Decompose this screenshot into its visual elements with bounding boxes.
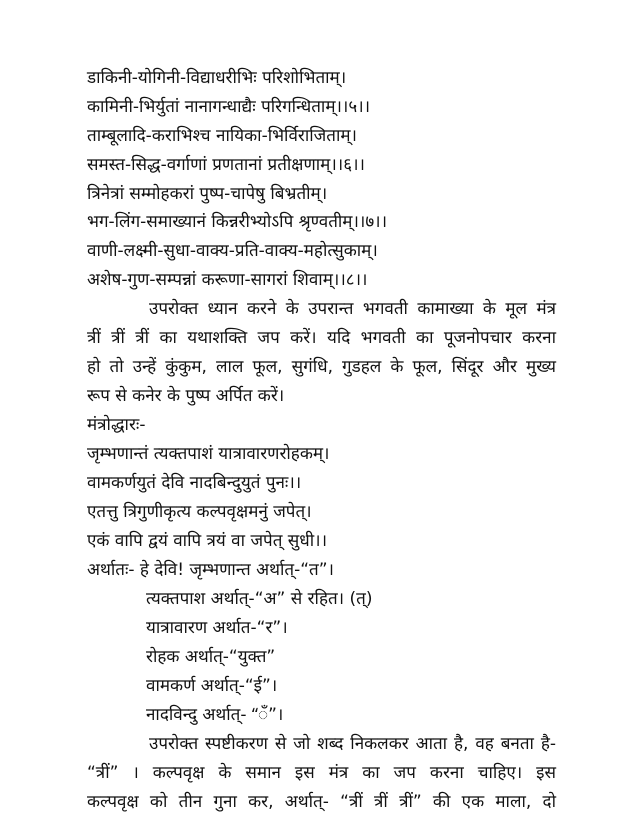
paragraph-line: हो तो उन्हें कुंकुम, लाल फूल, सुगंधि, गुडहल के फूल, सिंदूर और मुख्य [87, 357, 556, 377]
verse-line: अशेष-गुण-सम्पन्नां करूणा-सागरां शिवाम्।।८।। [87, 270, 368, 290]
verse-line: ताम्बूलादि-कराभिश्च नायिका-भिर्विराजिताम्। [87, 126, 357, 146]
explanation-subline: त्यक्तपाश अर्थात्-“अ” से रहित। (त्) [146, 589, 373, 609]
verse-line: त्रिनेत्रां सम्मोहकरां पुष्प-चापेषु बिभ्रतीम्। [87, 184, 328, 204]
verse-line: एतत्तु त्रिगुणीकृत्य कल्पवृक्षमनुं जपेत्। [87, 502, 312, 522]
verse-line: वामकर्णयुतं देवि नादबिन्दुयुतं पुनः।। [87, 473, 302, 493]
verse-line: भग-लिंग-समाख्यानं किन्नरीभ्योऽपि श्रृण्वतीम्।।७।। [87, 212, 388, 232]
explanation-subline: नादविन्दु अर्थात्- “ँ”। [146, 705, 284, 725]
explanation-subline: यात्रावारण अर्थात-“र”। [146, 618, 288, 638]
paragraph-line: रूप से कनेर के पुष्प अर्पित करें। [87, 386, 285, 406]
verse-line: जृम्भणान्तं त्यक्तपाशं यात्रावारणरोहकम्। [87, 444, 330, 464]
explanation-subline: रोहक अर्थात्-“युक्त” [146, 647, 276, 667]
verse-line: कामिनी-भिर्युतां नानागन्धाद्यैः परिगन्धिताम्।।५।। [87, 97, 371, 117]
explanation-subline: वामकर्ण अर्थात्-“ई”। [146, 676, 278, 696]
explanation-line: अर्थातः- हे देवि! जृम्भणान्त अर्थात्-“त”। [87, 560, 334, 580]
paragraph-line: उपरोक्त स्पष्टीकरण से जो शब्द निकलकर आता है, वह बनता है- [149, 734, 556, 754]
paragraph-line: उपरोक्त ध्यान करने के उपरान्त भगवती कामाख्या के मूल मंत्र [149, 299, 556, 319]
verse-line: वाणी-लक्ष्मी-सुधा-वाक्य-प्रति-वाक्य-महोत्सुकाम्। [87, 241, 378, 261]
verse-line: समस्त-सिद्ध-वर्गाणां प्रणतानां प्रतीक्षणाम्।।६।। [87, 155, 365, 175]
verse-line: एकं वापि द्वयं वापि त्रयं वा जपेत् सुधी।। [87, 531, 328, 551]
paragraph-line: कल्पवृक्ष को तीन गुना कर, अर्थात्- “त्रीं त्रीं त्रीं” की एक माला, दो [87, 792, 556, 812]
verse-line: डाकिनी-योगिनी-विद्याधरीभिः परिशोभिताम्। [87, 68, 347, 88]
paragraph-line: “त्रीं” । कल्पवृक्ष के समान इस मंत्र का जप करना चाहिए। इस [87, 763, 556, 783]
paragraph-line: त्रीं त्रीं त्रीं का यथाशक्ति जप करें। यदि भगवती का पूजनोपचार करना [87, 328, 556, 348]
section-heading: मंत्रोद्धारः- [87, 415, 146, 435]
